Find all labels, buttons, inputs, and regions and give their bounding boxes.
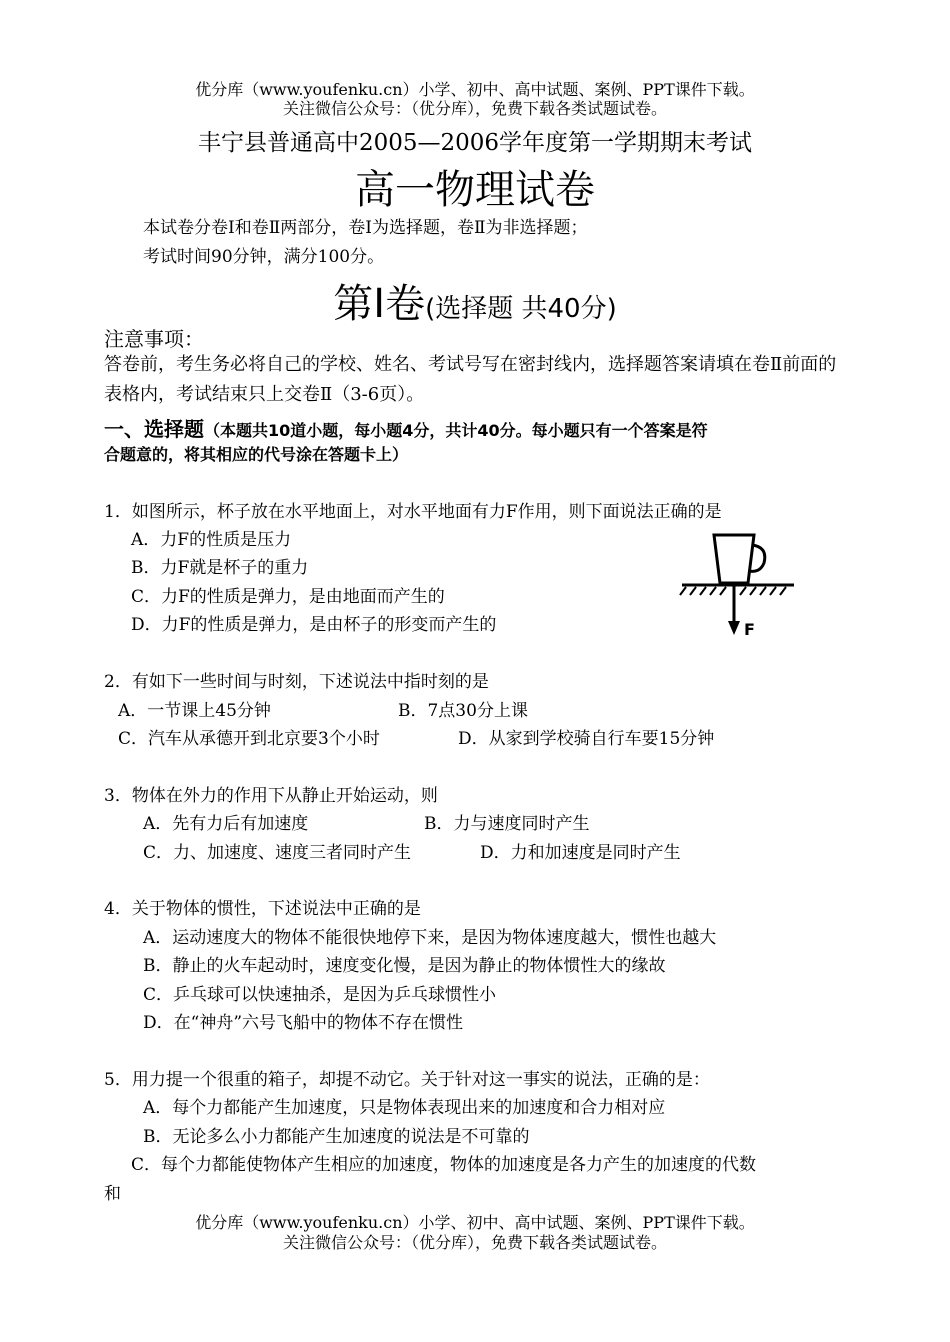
header-line-1: 优分库（www.youfenku.cn）小学、初中、高中试题、案例、PPT课件下载。 (195, 80, 755, 99)
question-5-stem: 5．用力提一个很重的箱子，却提不动它。关于针对这一事实的说法，正确的是： (104, 1070, 710, 1090)
question-1-option-b: B．力F就是杯子的重力 (131, 558, 309, 578)
notice-text: 答卷前，考生务必将自己的学校、姓名、考试号写在密封线内，选择题答案请填在卷Ⅱ前面的表格内，考试结束只上交卷Ⅱ（3-6页）。 (104, 354, 837, 405)
question-4-option-b: B．静止的火车起动时，速度变化慢，是因为静止的物体惯性大的缘故 (143, 956, 666, 976)
question-2-option-a: A．一节课上45分钟 (118, 701, 271, 721)
force-arrowhead (728, 621, 740, 635)
question-4-option-d: D．在“神舟”六号飞船中的物体不存在惯性 (143, 1013, 464, 1033)
intro-line-2: 考试时间90分钟，满分100分。 (143, 247, 385, 267)
question-4-option-c: C．乒乓球可以快速抽杀，是因为乒乓球惯性小 (143, 985, 497, 1005)
question-3-option-b: B．力与速度同时产生 (424, 814, 590, 834)
question-5-option-c-continued: 和 (104, 1184, 121, 1204)
question-5-option-b: B．无论多么小力都能产生加速度的说法是不可靠的 (143, 1127, 530, 1147)
volume-title (0, 272, 950, 329)
section-note-a: （本题共10道小题，每小题4分，共计40分。每小题只有一个答案是符 (204, 421, 708, 440)
cup-body (714, 535, 754, 583)
question-4-option-a: A．运动速度大的物体不能很快地停下来，是因为物体速度越大，惯性也越大 (143, 928, 717, 948)
question-1-option-c: C．力F的性质是弹力，是由地面而产生的 (131, 587, 445, 607)
question-3-option-d: D．力和加速度是同时产生 (480, 843, 681, 863)
question-3-option-c: C．力、加速度、速度三者同时产生 (143, 843, 412, 863)
question-5-option-a: A．每个力都能产生加速度，只是物体表现出来的加速度和合力相对应 (143, 1098, 666, 1118)
question-3-stem: 3．物体在外力的作用下从静止开始运动，则 (104, 786, 438, 806)
question-2-option-d: D．从家到学校骑自行车要15分钟 (458, 729, 715, 749)
question-1-option-d: D．力F的性质是弹力，是由杯子的形变而产生的 (131, 615, 497, 635)
question-2-stem: 2．有如下一些时间与时刻，下述说法中指时刻的是 (104, 672, 489, 692)
intro-line-1: 本试卷分卷Ⅰ和卷Ⅱ两部分，卷Ⅰ为选择题，卷Ⅱ为非选择题； (143, 218, 588, 238)
question-3-option-a: A．先有力后有加速度 (143, 814, 309, 834)
question-5-option-c: C．每个力都能使物体产生相应的加速度，物体的加速度是各力产生的加速度的代数 (131, 1155, 757, 1175)
question-1-stem: 1．如图所示，杯子放在水平地面上，对水平地面有力F作用，则下面说法正确的是 (104, 502, 722, 522)
force-label: F (744, 620, 755, 639)
footer-line-1: 优分库（www.youfenku.cn）小学、初中、高中试题、案例、PPT课件下载。 (195, 1213, 755, 1232)
question-2-option-b: B．7点30分上课 (398, 701, 528, 721)
notice-heading: 注意事项： (104, 327, 204, 351)
page-title: 高一物理试卷 (355, 167, 595, 213)
header-line-2: 关注微信公众号：（优分库），免费下载各类试题试卷。 (282, 99, 667, 118)
question-1-option-a: A．力F的性质是压力 (131, 530, 292, 550)
section-note-b: 合题意的，将其相应的代号涂在答题卡上） (104, 445, 409, 464)
section-heading-row (104, 413, 708, 442)
cup-force-figure (678, 525, 798, 645)
question-4-stem: 4．关于物体的惯性，下述说法中正确的是 (104, 899, 421, 919)
question-2-option-c: C．汽车从承德开到北京要3个小时 (118, 729, 380, 749)
volume-title-main: 第Ⅰ卷 (333, 281, 426, 327)
footer-line-2: 关注微信公众号：（优分库），免费下载各类试题试卷。 (282, 1233, 667, 1252)
section-heading: 一、选择题 (104, 417, 204, 441)
volume-title-sub: (选择题 共40分) (425, 294, 617, 324)
school-title: 丰宁县普通高中2005—2006学年度第一学期期末考试 (197, 130, 753, 156)
